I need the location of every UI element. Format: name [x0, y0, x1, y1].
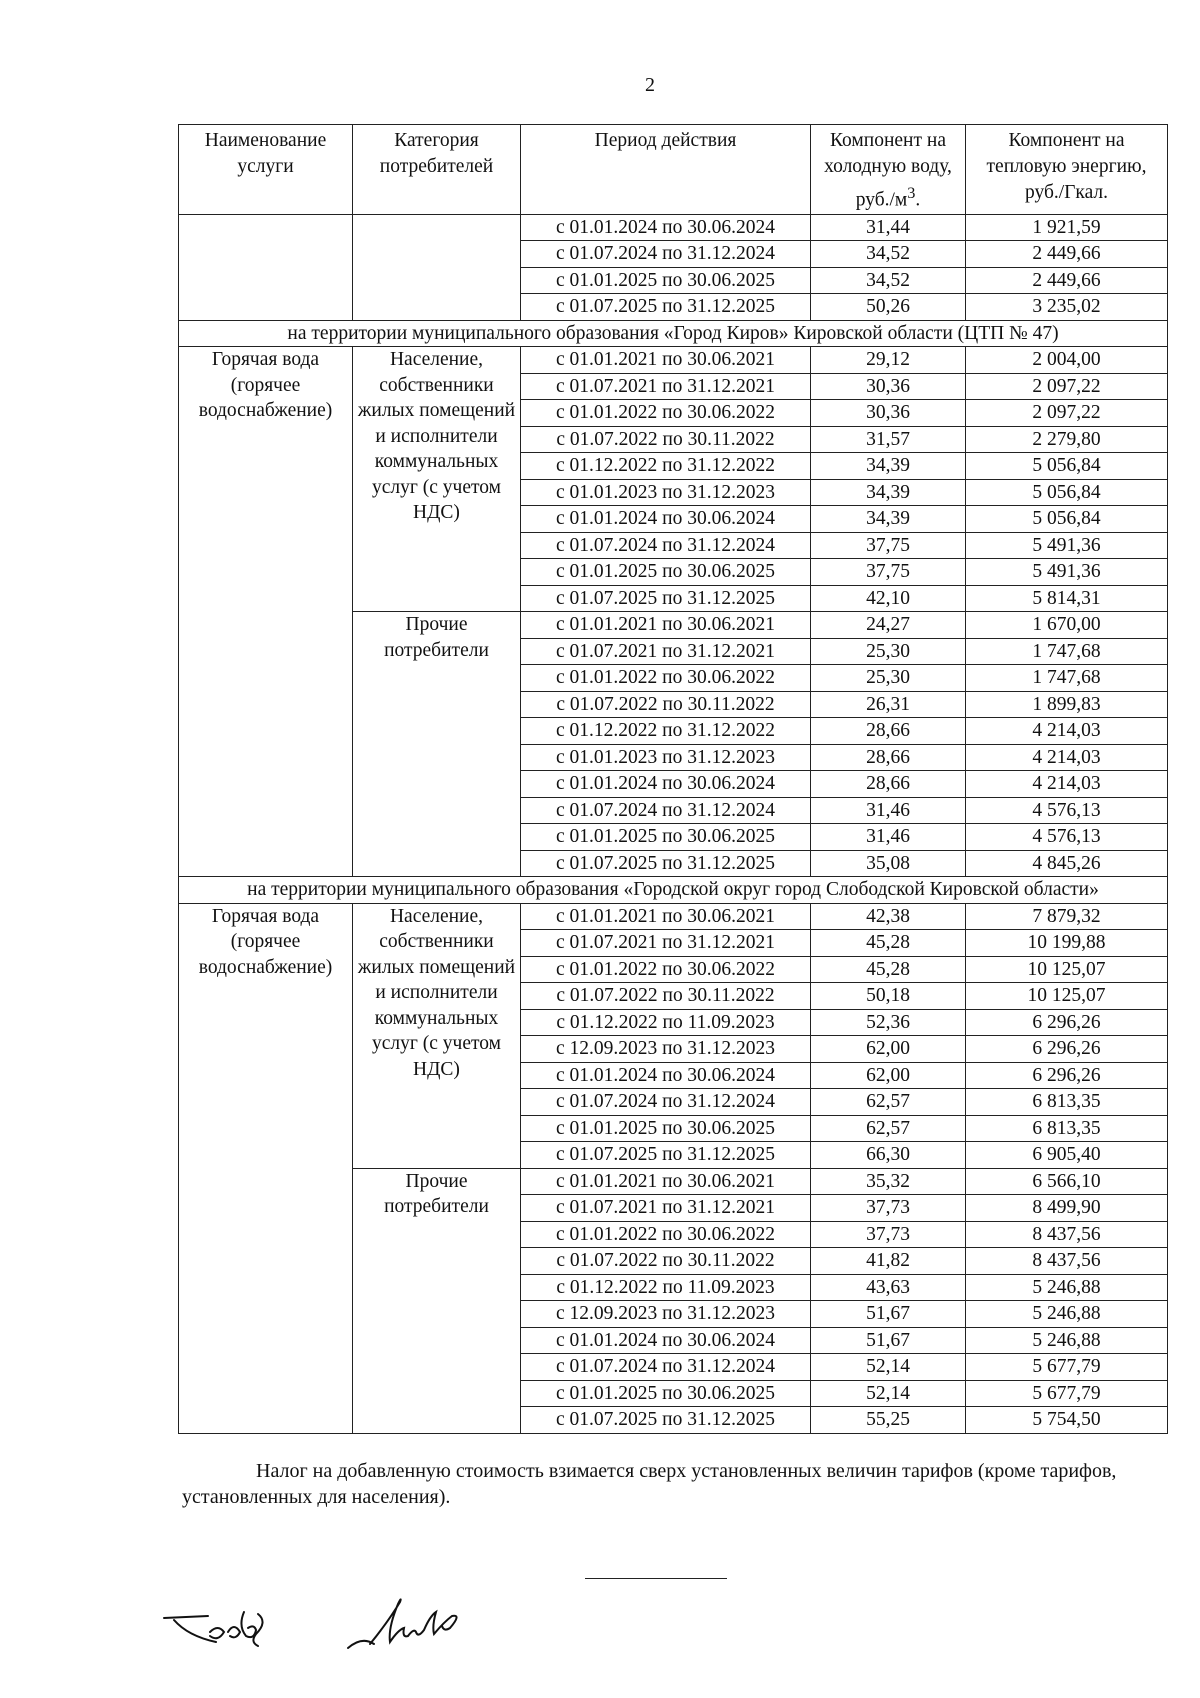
heat-energy-cell: 8 437,56 [966, 1248, 1168, 1275]
period-cell: с 01.01.2024 по 30.06.2024 [521, 771, 811, 798]
period-cell: с 01.07.2021 по 31.12.2021 [521, 638, 811, 665]
period-cell: с 01.07.2022 по 30.11.2022 [521, 1248, 811, 1275]
cold-water-cell: 41,82 [811, 1248, 966, 1275]
period-cell: с 12.09.2023 по 31.12.2023 [521, 1301, 811, 1328]
heat-energy-cell: 1 747,68 [966, 638, 1168, 665]
period-cell: с 01.12.2022 по 31.12.2022 [521, 453, 811, 480]
heat-energy-cell: 5 491,36 [966, 532, 1168, 559]
cold-water-cell: 37,73 [811, 1195, 966, 1222]
heat-energy-cell: 5 056,84 [966, 479, 1168, 506]
heat-energy-cell: 7 879,32 [966, 903, 1168, 930]
period-cell: с 01.07.2024 по 31.12.2024 [521, 1089, 811, 1116]
period-cell: с 01.01.2022 по 30.06.2022 [521, 1221, 811, 1248]
heat-energy-cell: 1 747,68 [966, 665, 1168, 692]
period-cell: с 01.01.2023 по 31.12.2023 [521, 744, 811, 771]
period-cell: с 01.01.2022 по 30.06.2022 [521, 956, 811, 983]
heat-energy-cell: 8 499,90 [966, 1195, 1168, 1222]
period-cell: с 01.12.2022 по 11.09.2023 [521, 1274, 811, 1301]
heat-energy-cell: 10 125,07 [966, 983, 1168, 1010]
cold-water-cell: 42,38 [811, 903, 966, 930]
period-cell: с 01.01.2025 по 30.06.2025 [521, 824, 811, 851]
period-cell: с 01.01.2025 по 30.06.2025 [521, 267, 811, 294]
period-cell: с 01.01.2024 по 30.06.2024 [521, 1327, 811, 1354]
period-cell: с 01.07.2024 по 31.12.2024 [521, 1354, 811, 1381]
section-title: на территории муниципального образования «Городской округ город Слободской Кировской области» [179, 877, 1168, 904]
signature-1 [158, 1600, 293, 1655]
cold-water-cell: 25,30 [811, 665, 966, 692]
cold-water-cell: 37,75 [811, 532, 966, 559]
cold-water-cell: 37,73 [811, 1221, 966, 1248]
cold-water-cell: 31,44 [811, 214, 966, 241]
cold-water-cell: 62,00 [811, 1036, 966, 1063]
cold-water-cell: 52,14 [811, 1354, 966, 1381]
period-cell: с 01.07.2022 по 30.11.2022 [521, 983, 811, 1010]
cold-water-cell: 50,26 [811, 294, 966, 321]
table-row [179, 214, 1168, 241]
section-title: на территории муниципального образования «Город Киров» Кировской области (ЦТП № 47) [179, 320, 1168, 347]
period-cell: с 01.07.2024 по 31.12.2024 [521, 241, 811, 268]
period-cell: с 01.07.2025 по 31.12.2025 [521, 850, 811, 877]
heat-energy-cell: 3 235,02 [966, 294, 1168, 321]
cold-water-cell: 28,66 [811, 771, 966, 798]
period-cell: с 01.07.2025 по 31.12.2025 [521, 1142, 811, 1169]
heat-energy-cell: 2 449,66 [966, 267, 1168, 294]
heat-energy-cell: 6 296,26 [966, 1036, 1168, 1063]
period-cell: с 01.07.2021 по 31.12.2021 [521, 1195, 811, 1222]
service-cell-empty [179, 214, 353, 320]
period-cell: с 01.12.2022 по 11.09.2023 [521, 1009, 811, 1036]
heat-energy-cell: 6 296,26 [966, 1009, 1168, 1036]
heat-energy-cell: 5 814,31 [966, 585, 1168, 612]
cold-water-cell: 42,10 [811, 585, 966, 612]
heat-energy-cell: 2 449,66 [966, 241, 1168, 268]
period-cell: с 01.01.2025 по 30.06.2025 [521, 1380, 811, 1407]
header-cold-water-text: Компонент на холодную воду, руб./м [824, 130, 952, 211]
heat-energy-cell: 2 097,22 [966, 400, 1168, 427]
heat-energy-cell: 2 097,22 [966, 373, 1168, 400]
period-cell: с 12.09.2023 по 31.12.2023 [521, 1036, 811, 1063]
period-cell: с 01.01.2022 по 30.06.2022 [521, 400, 811, 427]
cold-water-cell: 31,46 [811, 797, 966, 824]
heat-energy-cell: 6 813,35 [966, 1089, 1168, 1116]
section-title-row [179, 877, 1168, 904]
period-cell: с 01.07.2024 по 31.12.2024 [521, 532, 811, 559]
heat-energy-cell: 6 296,26 [966, 1062, 1168, 1089]
heat-energy-cell: 1 670,00 [966, 612, 1168, 639]
period-cell: с 01.01.2024 по 30.06.2024 [521, 506, 811, 533]
cold-water-cell: 66,30 [811, 1142, 966, 1169]
separator-line [585, 1578, 727, 1579]
cold-water-cell: 37,75 [811, 559, 966, 586]
heat-energy-cell: 1 899,83 [966, 691, 1168, 718]
cold-water-cell: 24,27 [811, 612, 966, 639]
category-cell-empty [353, 214, 521, 320]
service-cell: Горячая вода (горячее водоснабжение) [179, 347, 353, 877]
period-cell: с 01.01.2021 по 30.06.2021 [521, 903, 811, 930]
header-heat-energy: Компонент на тепловую энергию, руб./Гкал. [966, 125, 1168, 215]
category-cell: Прочие потребители [353, 612, 521, 877]
cold-water-cell: 55,25 [811, 1407, 966, 1434]
header-cold-water-sup: 3 [907, 184, 916, 202]
tariff-table [178, 124, 1168, 1434]
cold-water-cell: 31,57 [811, 426, 966, 453]
cold-water-cell: 50,18 [811, 983, 966, 1010]
cold-water-cell: 34,52 [811, 241, 966, 268]
heat-energy-cell: 5 677,79 [966, 1380, 1168, 1407]
period-cell: с 01.01.2024 по 30.06.2024 [521, 214, 811, 241]
cold-water-cell: 28,66 [811, 744, 966, 771]
cold-water-cell: 25,30 [811, 638, 966, 665]
period-cell: с 01.07.2025 по 31.12.2025 [521, 585, 811, 612]
heat-energy-cell: 6 813,35 [966, 1115, 1168, 1142]
heat-energy-cell: 5 754,50 [966, 1407, 1168, 1434]
table-body [179, 214, 1168, 1433]
cold-water-cell: 34,39 [811, 479, 966, 506]
heat-energy-cell: 4 845,26 [966, 850, 1168, 877]
period-cell: с 01.07.2025 по 31.12.2025 [521, 1407, 811, 1434]
period-cell: с 01.01.2023 по 31.12.2023 [521, 479, 811, 506]
table-row [179, 347, 1168, 374]
header-service: Наименование услуги [179, 125, 353, 215]
heat-energy-cell: 5 246,88 [966, 1327, 1168, 1354]
cold-water-cell: 52,14 [811, 1380, 966, 1407]
cold-water-cell: 51,67 [811, 1301, 966, 1328]
header-category: Категория потребителей [353, 125, 521, 215]
heat-energy-cell: 6 905,40 [966, 1142, 1168, 1169]
cold-water-cell: 26,31 [811, 691, 966, 718]
cold-water-cell: 34,39 [811, 453, 966, 480]
cold-water-cell: 34,52 [811, 267, 966, 294]
header-cold-water-end: . [915, 189, 921, 211]
cold-water-cell: 62,00 [811, 1062, 966, 1089]
cold-water-cell: 30,36 [811, 373, 966, 400]
section-title-row [179, 320, 1168, 347]
header-period: Период действия [521, 125, 811, 215]
period-cell: с 01.01.2021 по 30.06.2021 [521, 612, 811, 639]
cold-water-cell: 51,67 [811, 1327, 966, 1354]
period-cell: с 01.07.2022 по 30.11.2022 [521, 426, 811, 453]
period-cell: с 01.01.2024 по 30.06.2024 [521, 1062, 811, 1089]
heat-energy-cell: 5 246,88 [966, 1301, 1168, 1328]
heat-energy-cell: 10 125,07 [966, 956, 1168, 983]
heat-energy-cell: 4 214,03 [966, 771, 1168, 798]
cold-water-cell: 62,57 [811, 1089, 966, 1116]
heat-energy-cell: 8 437,56 [966, 1221, 1168, 1248]
period-cell: с 01.01.2021 по 30.06.2021 [521, 347, 811, 374]
category-cell: Прочие потребители [353, 1168, 521, 1433]
cold-water-cell: 30,36 [811, 400, 966, 427]
heat-energy-cell: 5 491,36 [966, 559, 1168, 586]
vat-note: Налог на добавленную стоимость взимается сверх установленных величин тарифов (кроме тарифов, установленных для населения). [182, 1460, 1117, 1508]
table-row [179, 903, 1168, 930]
cold-water-cell: 43,63 [811, 1274, 966, 1301]
heat-energy-cell: 5 056,84 [966, 506, 1168, 533]
cold-water-cell: 52,36 [811, 1009, 966, 1036]
period-cell: с 01.01.2025 по 30.06.2025 [521, 1115, 811, 1142]
heat-energy-cell: 4 576,13 [966, 824, 1168, 851]
cold-water-cell: 31,46 [811, 824, 966, 851]
cold-water-cell: 62,57 [811, 1115, 966, 1142]
period-cell: с 01.07.2025 по 31.12.2025 [521, 294, 811, 321]
page-number: 2 [645, 74, 655, 96]
category-cell: Население, собственники жилых помещений и исполнители коммунальных услуг (с учетом НДС) [353, 903, 521, 1168]
cold-water-cell: 45,28 [811, 930, 966, 957]
heat-energy-cell: 2 004,00 [966, 347, 1168, 374]
cold-water-cell: 45,28 [811, 956, 966, 983]
period-cell: с 01.01.2022 по 30.06.2022 [521, 665, 811, 692]
service-cell: Горячая вода (горячее водоснабжение) [179, 903, 353, 1433]
signature-2 [344, 1592, 474, 1654]
heat-energy-cell: 4 576,13 [966, 797, 1168, 824]
cold-water-cell: 35,32 [811, 1168, 966, 1195]
period-cell: с 01.01.2021 по 30.06.2021 [521, 1168, 811, 1195]
heat-energy-cell: 5 677,79 [966, 1354, 1168, 1381]
period-cell: с 01.07.2021 по 31.12.2021 [521, 930, 811, 957]
heat-energy-cell: 5 056,84 [966, 453, 1168, 480]
heat-energy-cell: 2 279,80 [966, 426, 1168, 453]
table-header-row [179, 125, 1168, 215]
heat-energy-cell: 10 199,88 [966, 930, 1168, 957]
period-cell: с 01.01.2025 по 30.06.2025 [521, 559, 811, 586]
cold-water-cell: 34,39 [811, 506, 966, 533]
heat-energy-cell: 1 921,59 [966, 214, 1168, 241]
period-cell: с 01.07.2022 по 30.11.2022 [521, 691, 811, 718]
period-cell: с 01.12.2022 по 31.12.2022 [521, 718, 811, 745]
heat-energy-cell: 6 566,10 [966, 1168, 1168, 1195]
cold-water-cell: 28,66 [811, 718, 966, 745]
heat-energy-cell: 4 214,03 [966, 718, 1168, 745]
heat-energy-cell: 4 214,03 [966, 744, 1168, 771]
heat-energy-cell: 5 246,88 [966, 1274, 1168, 1301]
category-cell: Население, собственники жилых помещений и исполнители коммунальных услуг (с учетом НДС) [353, 347, 521, 612]
period-cell: с 01.07.2021 по 31.12.2021 [521, 373, 811, 400]
header-cold-water [811, 125, 966, 215]
period-cell: с 01.07.2024 по 31.12.2024 [521, 797, 811, 824]
cold-water-cell: 29,12 [811, 347, 966, 374]
cold-water-cell: 35,08 [811, 850, 966, 877]
